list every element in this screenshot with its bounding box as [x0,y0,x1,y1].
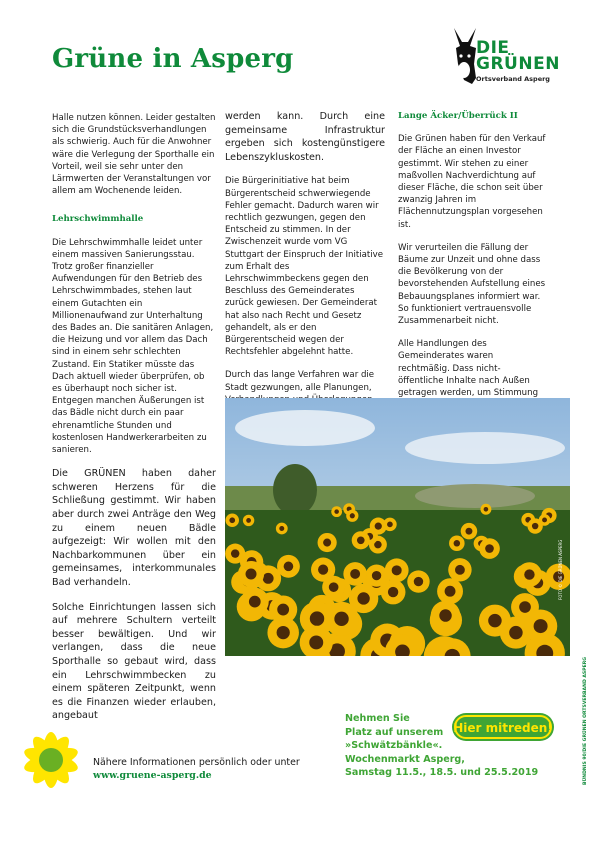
sunflower-center [485,544,494,553]
paragraph: Wir verurteilen die Fällung der Bäume zur Unzeit und ohne dass die Bevölkerung von der bevorstehenden Aufstellung eines Bebauungsplanes informiert war. So funktioniert vertrauensvolle Zusammenarbeit nicht. [398,242,546,327]
sunflower-center [414,577,423,586]
sunflower-center [309,635,323,649]
section-heading: Lange Äcker/Überrück II [398,111,518,121]
sunflower-center [318,565,328,575]
sunflower-center [279,526,284,531]
sunflower-center [524,569,534,579]
sunflower-center [455,565,465,575]
sunflower-center [534,619,548,633]
sunflower-center [334,509,339,514]
sunflower-center [454,540,461,547]
logo-line1: DIE [476,38,510,58]
meeting-line: »Schwätzbänkle«. [345,740,443,752]
sunflower-center [334,612,348,626]
meeting-line: Platz auf unserem [345,726,444,738]
sunflower-field-photo [225,398,570,656]
sunflower-center [465,528,472,535]
sunflower-center [277,626,290,639]
logo-subtitle: Ortsverband Asperg [476,75,550,83]
sunflower-center [357,592,369,604]
paragraph: Durch das lange Verfahren war die Stadt gezwungen, alle Planungen, [225,370,375,393]
side-text: BÜNDNIS 90/DIE GRÜNEN ORTSVERBAND ASPERG [583,656,588,785]
sunflower-center [246,518,251,523]
paragraph: Solche Einrichtungen lassen sich auf mehrere Schultern verteilt besser bewältigen. Und wir verlangen, dass die neue Sporthalle so gebaut wird, dass ein Lehrschwimmbecken zu einem späteren Zeitpunkt, wenn es die Finanzen wieder erlauben, angebaut [52,601,216,722]
sunflower-center [484,507,489,512]
column-1 [52,112,216,734]
sunflower-center [263,573,274,584]
sunflower-center [388,587,398,597]
sunflower-center [357,536,365,544]
paragraph: Alle Handlungen des Gemeinderates waren rechtmäßig. Dass nicht-öffentliche Inhalte nach Außen getragen werden, um Stimmung [398,339,539,399]
sunflower-center [387,522,393,528]
sunflower-center [229,517,235,523]
sunflower-center [542,517,547,522]
sunflower-center [350,513,355,518]
sunflower-center [310,611,324,625]
section-heading: Lehrschwimmhalle [52,214,144,225]
sunflower-center [445,586,456,597]
meeting-line: Wochenmarkt Asperg, [345,753,465,765]
paragraph: Die GRÜNEN haben daher schweren Herzens für die Schließung gestimmt. Wir haben aber durch zwei Anträge den Weg zu einem neuen Bädle aufgezeigt: Wir wollen mit den Nachbarkommunen über ein gemeinsames, interkommunales Bad verhandeln. [52,468,216,589]
sunflower-center [329,582,339,592]
sunflower-center [488,614,501,627]
sunflower-center [439,609,451,621]
meeting-line: Samstag 11.5., 18.5. und 25.5.2019 [345,767,539,779]
sunflower-center [231,549,239,557]
paragraph: werden kann. Durch eine gemeinsame Infrastruktur ergeben sich kostengünstigere Lebenszykluskosten. [225,111,385,163]
sunflower-center [323,539,331,547]
logo-line2: GRÜNEN [476,54,560,74]
paragraph: Halle nutzen können. Leider gestalten sich die Grundstücksverhandlungen als schwierig. Auch für die Anwohner wäre die Verlegung der Sporthalle ein Vorteil, weil sie sehr unter den Lärmwerten der Veranstaltungen vor allem am Wochenende leiden. [52,113,216,197]
paragraph: Die Bürgerinitiative hat beim Bürgerentscheid schwerwiegende Fehler gemacht. Dadurch waren wir rechtlich gezwungen, gegen den Entscheid zu stimmen. In der Zwischenzeit wurde vom VG Stuttgart der Einspruch der Initiative zum Erhalt des Lehrschwimmbeckens gegen den Beschluss des Gemeinderates zurück gewiesen. Der Gemeinderat hat also nach Recht und Gesetz gehandelt, als er den Bürgerentscheid wegen der Rechtsfehler abgelehnt hatte. [225,176,383,358]
sunflower-center [284,562,294,572]
sunflower-center [375,523,382,530]
sunflower-logo-icon [6,715,96,805]
sunflower-center [277,604,289,616]
hier-mitreden-badge [451,711,555,743]
sunflower-center [249,596,261,608]
page-title: Grüne in Asperg [52,44,294,74]
sunflower-center [350,569,360,579]
website-link[interactable]: www.gruene-asperg.de [93,770,212,781]
sunflower-center [532,523,538,529]
sunflower-center [372,571,381,580]
footer-info [93,756,300,782]
paragraph: Die Grünen haben für den Verkauf der Fläche an einen Investor gestimmt. Wir stehen zu einer maßvollen Nachverdichtung auf dieser Fläche, die schon seit über zwanzig Jahren im Flächennutzungsplan vorgesehen ist. [398,134,546,230]
meeting-line: Nehmen Sie [345,713,410,724]
sunflower-center [246,569,257,580]
sunflower-center [392,565,402,575]
photo-credit: FOTO © DIE GRÜNEN ASPERG [558,539,563,600]
paragraph: Die Lehrschwimmhalle leidet unter einem massiven Sanierungsstau. Trotz großer finanzieller Aufwendungen für den Betrieb des Lehrschwimmbades, stehen laut einem Gutachten ein Millionenaufwand zur Unterhaltung des Bades an. Die sanitären Anlagen, die Heizung und vor allem das Dach sind in einem sehr schlechten Zustand. Ein Statiker müsste das Dach aktuell wieder überprüfen, ob es überhaupt noch sicher ist. Entgegen manchen Äußerungen ist das Bädle nicht durch ein paar ehrenamtliche Stunden und kostenlosen Handwerkerarbeiten zu sanieren. [52,237,214,456]
badge-label: Hier mitreden! [453,721,553,735]
sunflower-center [519,601,531,613]
sunflower-center [509,626,522,639]
footer-line: Nähere Informationen persönlich oder unter [93,757,300,768]
